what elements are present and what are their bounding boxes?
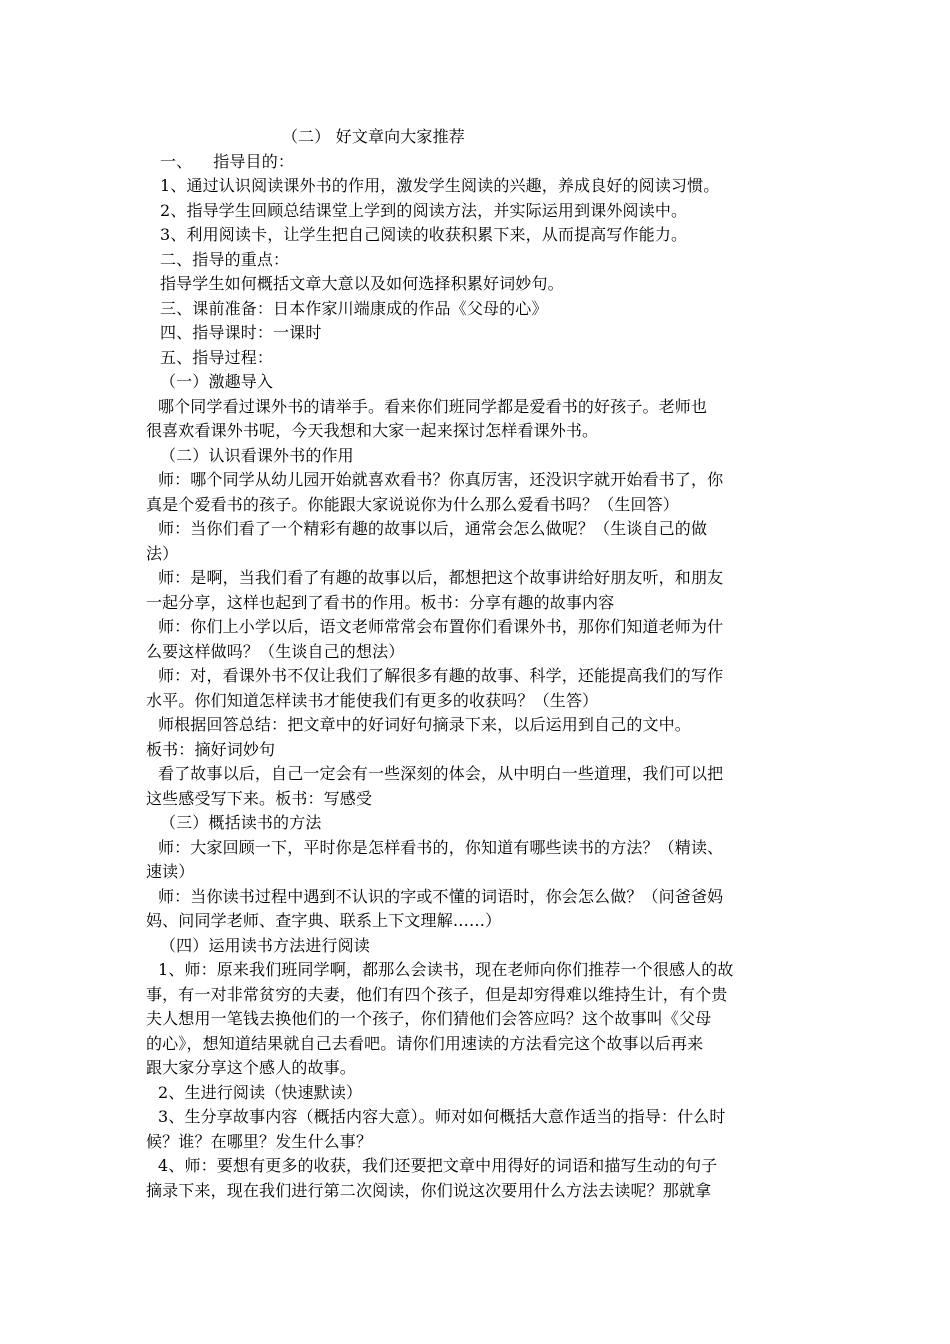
paragraph-line: 师根据回答总结：把文章中的好词好句摘录下来，以后运用到自己的文中。	[158, 715, 691, 734]
paragraph-line: 妈、问同学老师、查字典、联系上下文理解……）	[146, 911, 502, 930]
paragraph-line: 师：对，看课外书不仅让我们了解很多有趣的故事、科学，还能提高我们的写作	[158, 666, 724, 685]
paragraph-line: 师：是啊，当我们看了有趣的故事以后，都想把这个故事讲给好朋友听，和朋友	[158, 568, 724, 587]
objective-2: 2、指导学生回顾总结课堂上学到的阅读方法，并实际运用到课外阅读中。	[160, 200, 688, 220]
heading-process: 五、指导过程：	[160, 347, 274, 367]
subheading-purpose: （二）认识看课外书的作用	[160, 445, 354, 465]
paragraph-line: 跟大家分享这个感人的故事。	[146, 1058, 356, 1077]
heading-objectives: 一、 指导目的：	[160, 151, 294, 171]
paragraph-line: 真是个爱看书的孩子。你能跟大家说说你为什么那么爱看书吗？（生回答）	[146, 494, 679, 514]
subheading-apply: （四）运用读书方法进行阅读	[160, 935, 370, 955]
paragraph-line: 么要这样做吗？（生谈自己的想法）	[146, 641, 405, 661]
key-points-text: 指导学生如何概括文章大意以及如何选择积累好词妙句。	[160, 274, 564, 293]
subheading-methods: （三）概括读书的方法	[160, 813, 322, 832]
heading-lesson-time: 四、指导课时：一课时	[160, 323, 322, 342]
paragraph-line: 事，有一对非常贫穷的夫妻，他们有四个孩子，但是却穷得难以维持生计，有个贵	[146, 984, 728, 1004]
paragraph-line: 很喜欢看课外书呢，今天我想和大家一起来探讨怎样看课外书。	[146, 421, 599, 440]
paragraph-line: 师：当你读书过程中遇到不认识的字或不懂的词语时，你会怎么做？（问爸爸妈	[158, 886, 724, 906]
paragraph-line: 看了故事以后，自己一定会有一些深刻的体会，从中明白一些道理，我们可以把	[158, 764, 724, 783]
paragraph-line: 的心》，想知道结果就自己去看吧。请你们用速读的方法看完这个故事以后再来	[146, 1033, 704, 1053]
heading-key-points: 二、指导的重点：	[160, 249, 290, 269]
paragraph-line: 师：哪个同学从幼儿园开始就喜欢看书？你真厉害，还没识字就开始看书了，你	[158, 470, 724, 489]
paragraph-line: 板书：摘好词妙句	[146, 739, 276, 759]
paragraph-line: 一起分享，这样也起到了看书的作用。板书：分享有趣的故事内容	[146, 592, 615, 612]
paragraph-line: 速读）	[146, 862, 195, 881]
paragraph-line: 候？谁？在哪里？发生什么事？	[146, 1131, 373, 1151]
paragraph-line: 法）	[146, 543, 179, 563]
subheading-intro: （一）激趣导入	[160, 372, 274, 391]
paragraph-line: 哪个同学看过课外书的请举手。看来你们班同学都是爱看书的好孩子。老师也	[158, 396, 708, 416]
heading-preparation: 三、课前准备：日本作家川端康成的作品《父母的心》	[160, 298, 548, 318]
paragraph-line: 师：当你们看了一个精彩有趣的故事以后，通常会怎么做呢？（生谈自己的做	[158, 519, 708, 538]
paragraph-line: 2、生进行阅读（快速默读）	[158, 1082, 363, 1102]
paragraph-line: 师：大家回顾一下，平时你是怎样看书的，你知道有哪些读书的方法？（精读、	[158, 837, 724, 857]
paragraph-line: 水平。你们知道怎样读书才能使我们有更多的收获吗？（生答）	[146, 690, 599, 710]
paragraph-line: 4、师：要想有更多的收获，我们还要把文章中用得好的词语和描写生动的句子	[158, 1156, 718, 1175]
section-title: （二） 好文章向大家推荐	[282, 127, 465, 146]
paragraph-line: 1、师：原来我们班同学啊，都那么会读书，现在老师向你们推荐一个很感人的故	[158, 960, 734, 979]
paragraph-line: 3、生分享故事内容（概括内容大意）。师对如何概括大意作适当的指导：什么时	[158, 1107, 726, 1126]
document-body	[146, 125, 810, 1203]
paragraph-line: 夫人想用一笔钱去换他们的一个孩子，你们猜他们会答应吗？这个故事叫《父母	[146, 1009, 712, 1028]
paragraph-line: 师：你们上小学以后，语文老师常常会布置你们看课外书，那你们知道老师为什	[158, 617, 724, 636]
objective-1: 1、通过认识阅读课外书的作用，激发学生阅读的兴趣，养成良好的阅读习惯。	[160, 176, 720, 195]
paragraph-line: 这些感受写下来。板书：写感受	[146, 788, 373, 808]
paragraph-line: 摘录下来，现在我们进行第二次阅读，你们说这次要用什么方法去读呢？那就拿	[146, 1180, 712, 1200]
objective-3: 3、利用阅读卡，让学生把自己阅读的收获积累下来，从而提高写作能力。	[160, 225, 688, 244]
